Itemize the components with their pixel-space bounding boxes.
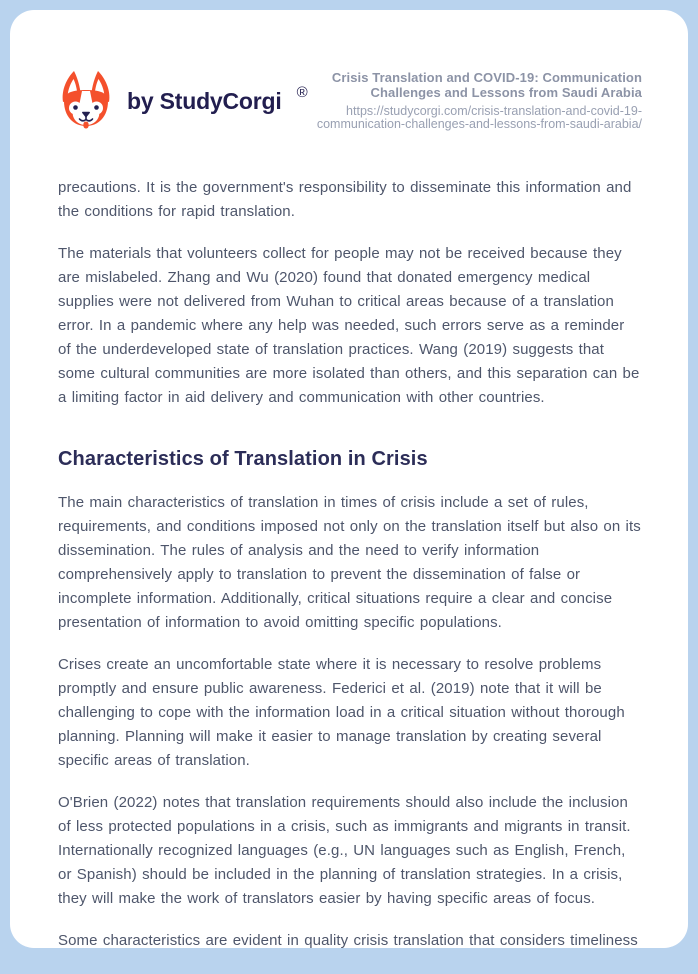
- paragraph-intro-1: precautions. It is the government's responsibility to disseminate this information and the conditions for rapid translation.: [58, 179, 632, 221]
- page: [0, 10, 698, 974]
- document-card: [10, 10, 688, 948]
- paragraph-section-1: The main characteristics of translation in times of crisis include a set of rules, requirements, and conditions imposed not only on the translation itself but also on its dissemination. The rules of analysis and the need to verify information comprehensively apply to translation to prevent the dissemination of false or incomplete information. Additionally, critical situations require a clear and concise presentation of information to avoid omitting specific populations.: [58, 494, 641, 632]
- paragraph-section-4: Some characteristics are evident in quality crisis translation that considers timeliness: [58, 932, 638, 948]
- paragraph-section-3: O'Brien (2022) notes that translation requirements should also include the inclusion of less protected populations in a crisis, such as immigrants and migrants in transit. Internationally recognized languages (e.g., UN languages such as English, French, or Spanish) should be included in the planning of translation strategies. In a crisis, they will make the work of translators easier by having specific areas of focus.: [58, 794, 631, 908]
- header: [58, 70, 642, 132]
- paragraph-intro-2: The materials that volunteers collect for people may not be received because they are mislabeled. Zhang and Wu (2020) found that donated emergency medical supplies were not delivered from Wuhan to critical areas because of a translation error. In a pandemic where any help was needed, such errors serve as a reminder of the underdeveloped state of translation practices. Wang (2019) suggests that some cultural communities are more isolated than others, and this separation can be a limiting factor in aid delivery and communication with other countries.: [58, 245, 640, 407]
- corgi-logo-icon: [58, 70, 114, 132]
- document-title: Crisis Translation and COVID-19: Communication Challenges and Lessons from Saudi Arabia: [331, 70, 642, 101]
- brand-text: by StudyCorgi: [127, 87, 282, 114]
- registered-mark: ®: [296, 83, 308, 101]
- document-meta: [308, 70, 642, 132]
- article-body: [58, 176, 642, 948]
- paragraph-section-2: Crises create an uncomfortable state where it is necessary to resolve problems promptly and ensure public awareness. Federici et al. (2019) note that it will be challenging to cope with the information load in a critical situation without thorough planning. Planning will make it easier to manage translation by creating several specific areas of translation.: [58, 656, 625, 770]
- brand-logo[interactable]: [58, 70, 308, 132]
- document-url-link[interactable]: https://studycorgi.com/crisis-translation-and-covid-19-communication-challenges-and-lessons-from-saudi-arabia/: [316, 103, 642, 132]
- section-heading: Characteristics of Translation in Crisis: [58, 448, 428, 471]
